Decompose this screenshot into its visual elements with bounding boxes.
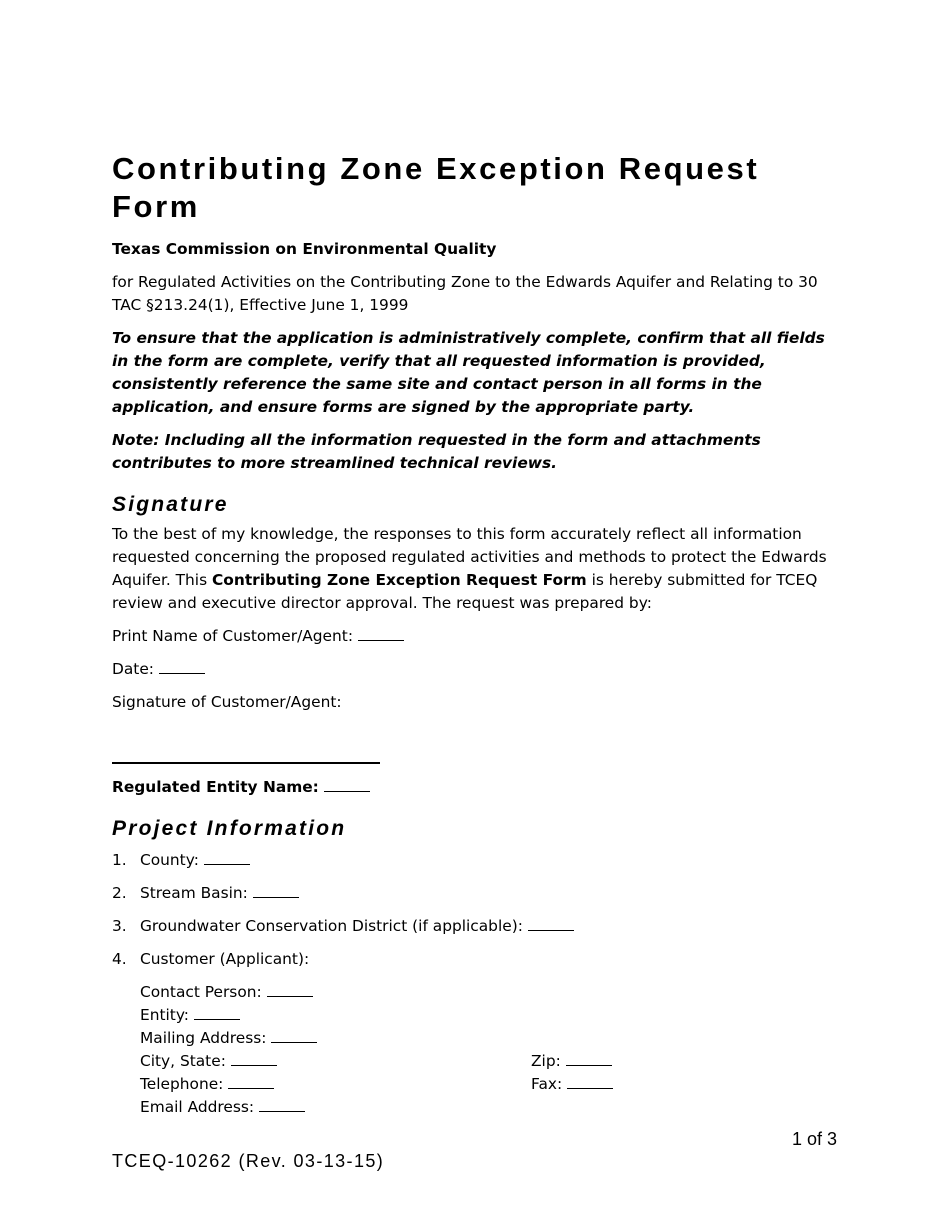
zip-label: Zip: (531, 1052, 561, 1070)
mailing-label: Mailing Address: (140, 1029, 267, 1047)
groundwater-field[interactable] (528, 915, 574, 931)
fax-label: Fax: (531, 1075, 563, 1093)
item-number: 3. (112, 917, 127, 935)
item-number: 1. (112, 851, 127, 869)
phone-field[interactable] (228, 1073, 274, 1089)
customer-label: Customer (Applicant): (140, 950, 310, 968)
entity-label: Regulated Entity Name: (112, 778, 319, 796)
note-text: Note: Including all the information requested in the form and attachments contributes to more streamlined technical reviews. (112, 431, 761, 472)
customer-entity-label: Entity: (140, 1006, 189, 1024)
stream-basin-field[interactable] (253, 882, 299, 898)
intro-text: for Regulated Activities on the Contributing Zone to the Edwards Aquifer and Relating to 30 TAC §213.24(1), Effective June 1, 1999 (112, 273, 818, 314)
signature-statement (112, 523, 842, 615)
contact-field[interactable] (267, 981, 313, 997)
city-label: City, State: (140, 1052, 226, 1070)
signature-line[interactable] (112, 762, 380, 764)
item-number: 4. (112, 950, 127, 968)
page-title: Contributing Zone Exception Request Form (112, 151, 760, 224)
project-heading: Project Information (112, 817, 347, 840)
customer-details (140, 981, 842, 1119)
stream-basin-label: Stream Basin: (140, 884, 248, 902)
county-field[interactable] (204, 849, 250, 865)
county-label: County: (140, 851, 199, 869)
date-row (112, 658, 842, 681)
project-item-customer (112, 948, 842, 971)
customer-entity-field[interactable] (194, 1004, 240, 1020)
email-label: Email Address: (140, 1098, 255, 1116)
statement-form-name: Contributing Zone Exception Request Form (212, 571, 587, 589)
project-item-stream-basin (112, 882, 842, 905)
page-number: 1 of 3 (791, 1129, 837, 1149)
statement-text-after: is hereby submitted for TCEQ review and executive director approval. The request was prepared by: (112, 571, 818, 612)
date-field[interactable] (159, 658, 205, 674)
print-name-field[interactable] (358, 625, 404, 641)
project-item-groundwater (112, 915, 842, 938)
email-field[interactable] (259, 1096, 305, 1112)
form-id: TCEQ-10262 (Rev. 03-13-15) (112, 1151, 385, 1171)
project-item-county (112, 849, 842, 872)
email-row (140, 1096, 842, 1119)
item-number: 2. (112, 884, 127, 902)
mailing-field[interactable] (271, 1027, 317, 1043)
contact-label: Contact Person: (140, 983, 262, 1001)
signature-label: Signature of Customer/Agent: (112, 693, 342, 711)
groundwater-label: Groundwater Conservation District (if applicable): (140, 917, 523, 935)
instruction-text: To ensure that the application is administratively complete, confirm that all fields in the form are complete, verify that all requested information is provided, consistently reference the same site and contact person in all forms in the application, and ensure forms are signed by the appropriate party. (112, 329, 825, 416)
city-zip-row (140, 1050, 842, 1073)
fax-field[interactable] (567, 1073, 613, 1089)
zip-field[interactable] (566, 1050, 612, 1066)
city-field[interactable] (231, 1050, 277, 1066)
print-name-label: Print Name of Customer/Agent: (112, 627, 354, 645)
mailing-row (140, 1027, 842, 1050)
print-name-row (112, 625, 842, 648)
document-page (112, 150, 842, 1119)
phone-fax-row (140, 1073, 842, 1096)
agency-name: Texas Commission on Environmental Quality (112, 240, 497, 258)
date-label: Date: (112, 660, 154, 678)
signature-heading: Signature (112, 493, 229, 516)
entity-row (112, 776, 842, 799)
entity-field[interactable] (324, 776, 370, 792)
statement-text-before: To the best of my knowledge, the responses to this form accurately reflect all information requested concerning the proposed regulated activities and methods to protect the Edwards Aquifer. This (112, 525, 827, 589)
entity-row (140, 1004, 842, 1027)
phone-label: Telephone: (140, 1075, 224, 1093)
contact-row (140, 981, 842, 1004)
